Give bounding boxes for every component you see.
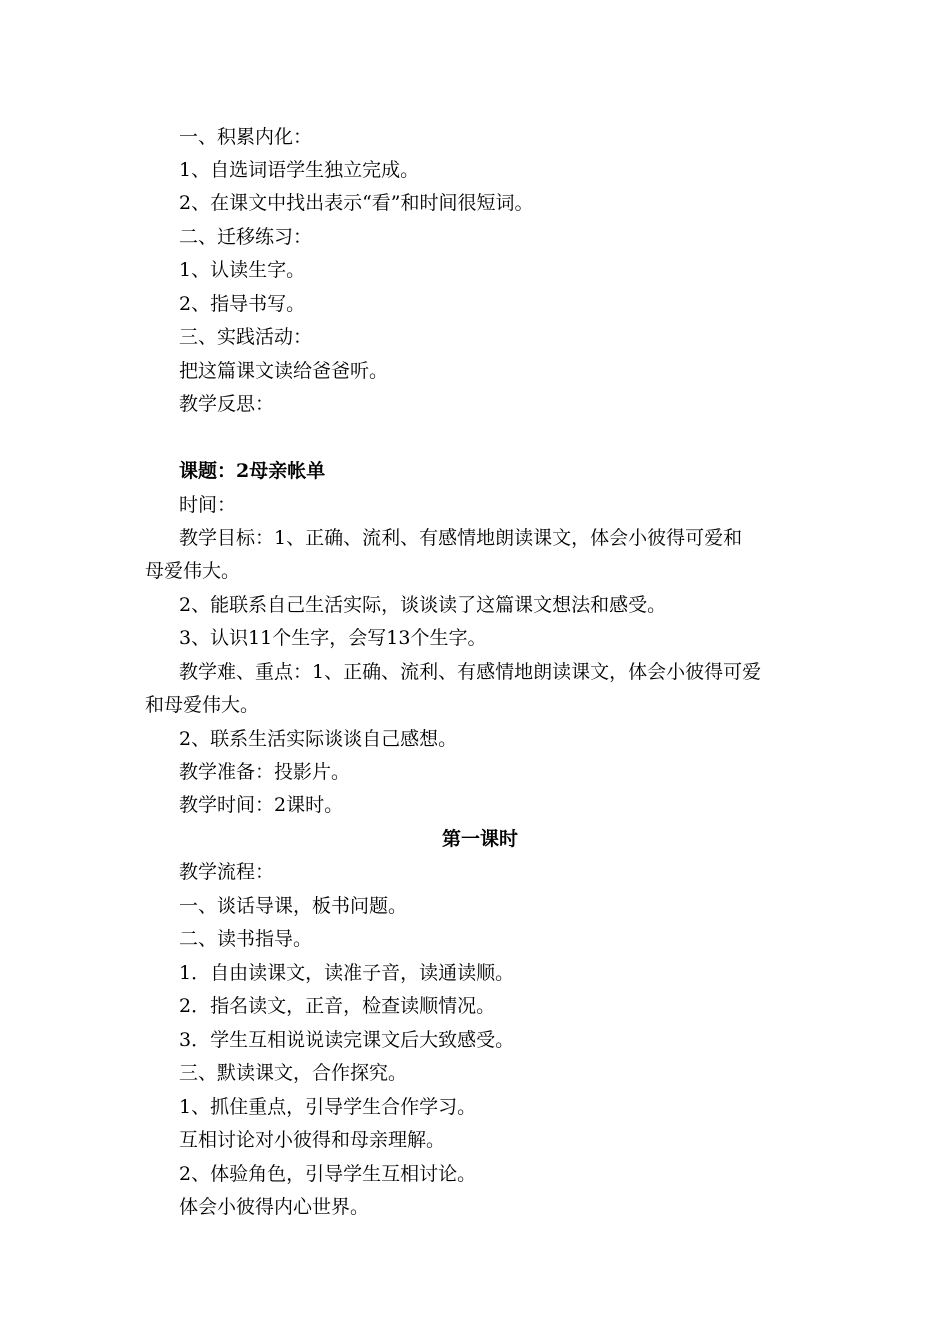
- text-line: 体会小彼得内心世界。: [179, 1196, 370, 1218]
- text-line: 教学时间：2课时。: [179, 794, 344, 816]
- section-heading: 三、默读课文，合作探究。: [179, 1062, 408, 1084]
- section-heading: 三、实践活动：: [179, 326, 313, 348]
- lesson-title: 课题：2母亲帐单: [179, 460, 326, 482]
- text-line: 互相讨论对小彼得和母亲理解。: [179, 1129, 446, 1151]
- text-line: 2．指名读文，正音，检查读顺情况。: [179, 995, 496, 1017]
- text-line: 2、联系生活实际谈谈自己感想。: [179, 728, 458, 750]
- text-line: 母爱伟大。: [145, 560, 241, 582]
- section-heading: 二、读书指导。: [179, 928, 313, 950]
- text-line: 1、认读生字。: [179, 259, 306, 281]
- text-line: 教学难、重点：1、正确、流利、有感情地朗读课文，体会小彼得可爱: [179, 661, 762, 683]
- text-line: 1．自由读课文，读准子音，读通读顺。: [179, 962, 515, 984]
- section-heading: 一、谈话导课，板书问题。: [179, 895, 408, 917]
- text-line: 把这篇课文读给爸爸听。: [179, 360, 389, 382]
- section-heading: 二、迁移练习：: [179, 226, 313, 248]
- text-line: 3、认识11个生字，会写13个生字。: [179, 627, 487, 649]
- period-heading: 第一课时: [441, 828, 518, 850]
- text-line: 1、抓住重点，引导学生合作学习。: [179, 1096, 477, 1118]
- text-line: 2、指导书写。: [179, 293, 306, 315]
- text-line: 教学反思：: [179, 393, 275, 415]
- text-line: 2、能联系自己生活实际，谈谈读了这篇课文想法和感受。: [179, 594, 667, 616]
- text-line: 和母爱伟大。: [145, 694, 260, 716]
- text-line: 教学准备：投影片。: [179, 761, 351, 783]
- text-line: 3．学生互相说说读完课文后大致感受。: [179, 1029, 515, 1051]
- text-line: 2、在课文中找出表示“看”和时间很短词。: [179, 192, 534, 214]
- text-line: 时间：: [179, 494, 237, 516]
- text-line: 教学流程：: [179, 861, 275, 883]
- text-line: 2、体验角色，引导学生互相讨论。: [179, 1163, 477, 1185]
- text-line: 1、自选词语学生独立完成。: [179, 159, 420, 181]
- text-line: 教学目标：1、正确、流利、有感情地朗读课文，体会小彼得可爱和: [179, 527, 743, 549]
- section-heading: 一、积累内化：: [179, 126, 313, 148]
